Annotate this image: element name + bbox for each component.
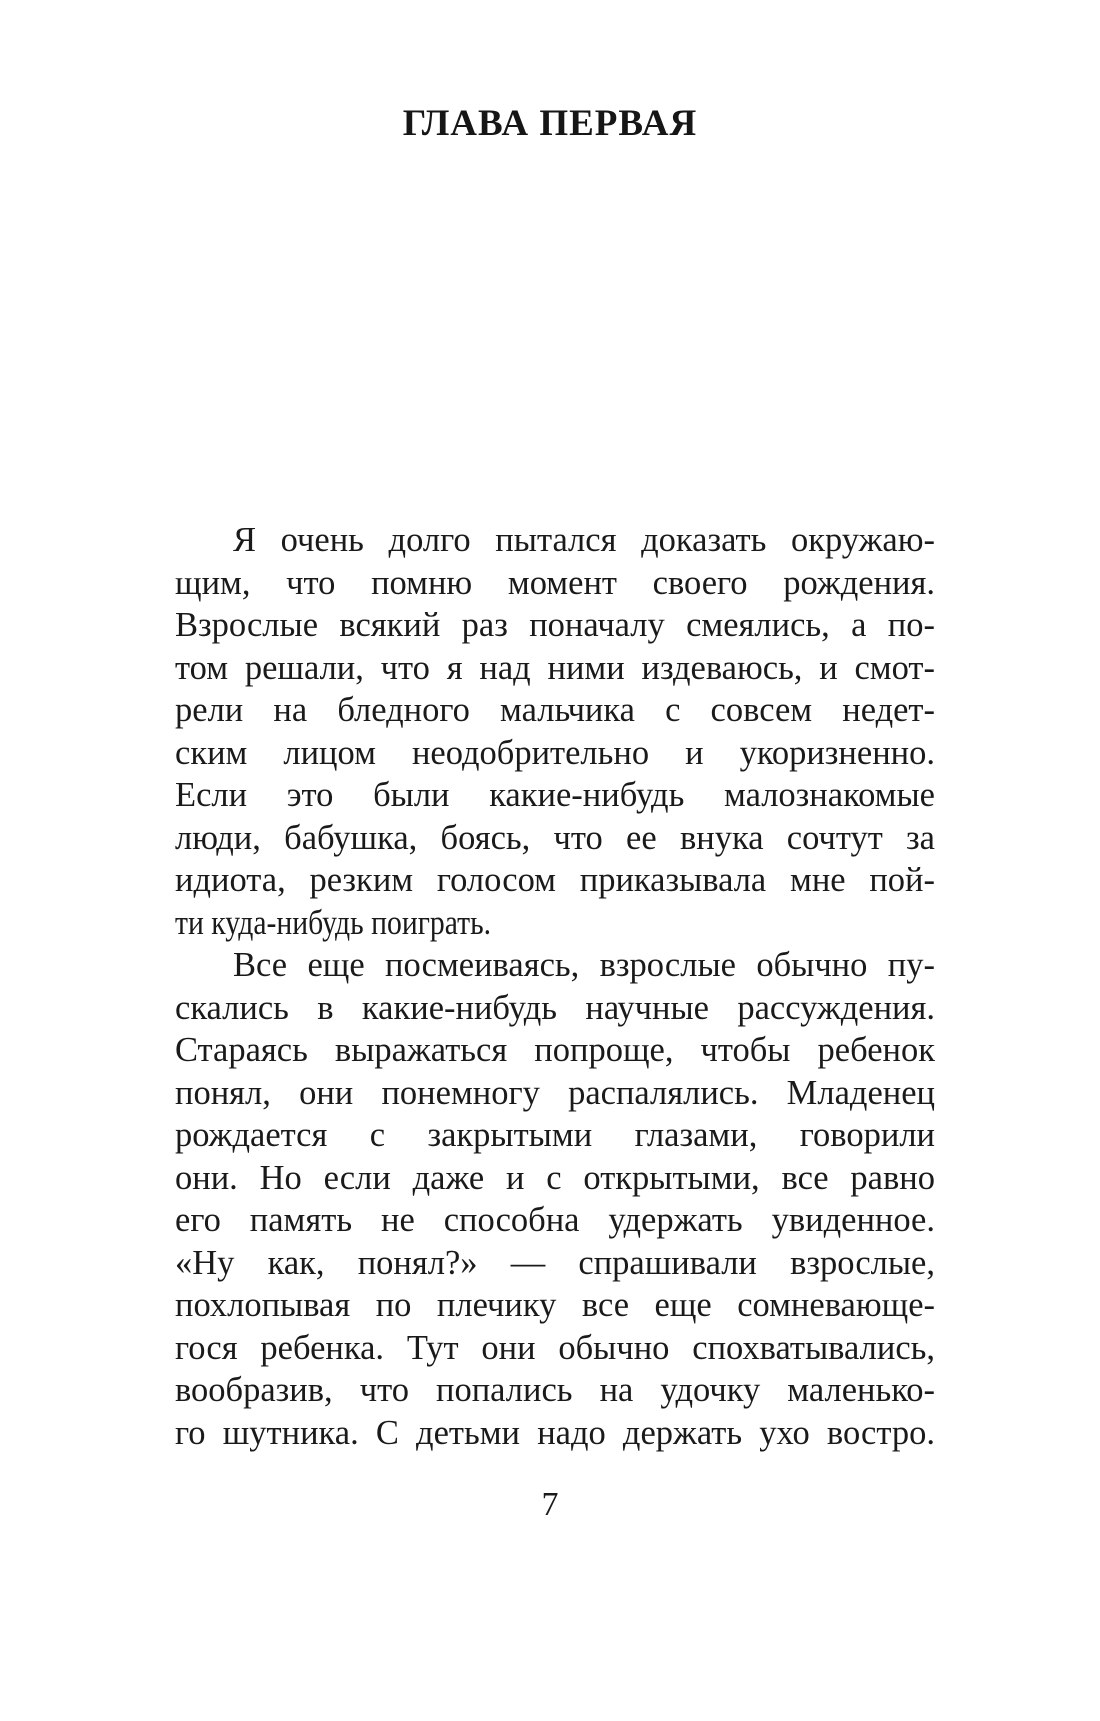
text-line: Если это были какие-нибудь малознакомые [175, 776, 935, 814]
text-line: Я очень долго пытался доказать окружаю- [233, 521, 935, 559]
paragraph-2 [175, 944, 935, 1454]
text-line: го шутника. С детьми надо держать ухо востро. [175, 1413, 935, 1452]
text-line: рели на бледного мальчика с совсем недет- [175, 691, 935, 729]
text-line: Все еще посмеиваясь, взрослые обычно пу- [233, 946, 935, 984]
body-text [175, 519, 935, 1454]
text-line: гося ребенка. Тут они обычно спохватывались, [175, 1328, 935, 1367]
text-line: Взрослые всякий раз поначалу смеялись, а по- [175, 606, 935, 644]
text-line: щим, что помню момент своего рождения. [175, 563, 935, 602]
text-line: Стараясь выражаться попроще, чтобы ребенок [175, 1031, 935, 1069]
text-line: понял, они понемногу распалялись. Младенец [175, 1073, 935, 1112]
text-line: похлопывая по плечику все еще сомневающе- [175, 1286, 935, 1324]
text-line: скались в какие-нибудь научные рассуждения. [175, 988, 935, 1027]
text-line: ским лицом неодобрительно и укоризненно. [175, 733, 935, 772]
paragraph-1 [175, 519, 935, 944]
text-line: люди, бабушка, боясь, что ее внука сочтут за [175, 818, 935, 857]
text-line: том решали, что я над ними издеваюсь, и смот- [175, 648, 935, 687]
text-line: рождается с закрытыми глазами, говорили [175, 1116, 935, 1154]
text-line: «Ну как, понял?» — спрашивали взрослые, [175, 1243, 935, 1282]
chapter-title: ГЛАВА ПЕРВАЯ [402, 103, 698, 144]
text-line: вообразив, что попались на удочку маленько- [175, 1371, 935, 1409]
page-number: 7 [541, 1486, 559, 1523]
text-line: они. Но если даже и с открытыми, все равно [175, 1158, 935, 1197]
text-line: идиота, резким голосом приказывала мне пой- [175, 861, 935, 899]
text-line: его память не способна удержать увиденное. [175, 1201, 935, 1239]
text-line: ти куда-нибудь поиграть. [175, 903, 492, 942]
